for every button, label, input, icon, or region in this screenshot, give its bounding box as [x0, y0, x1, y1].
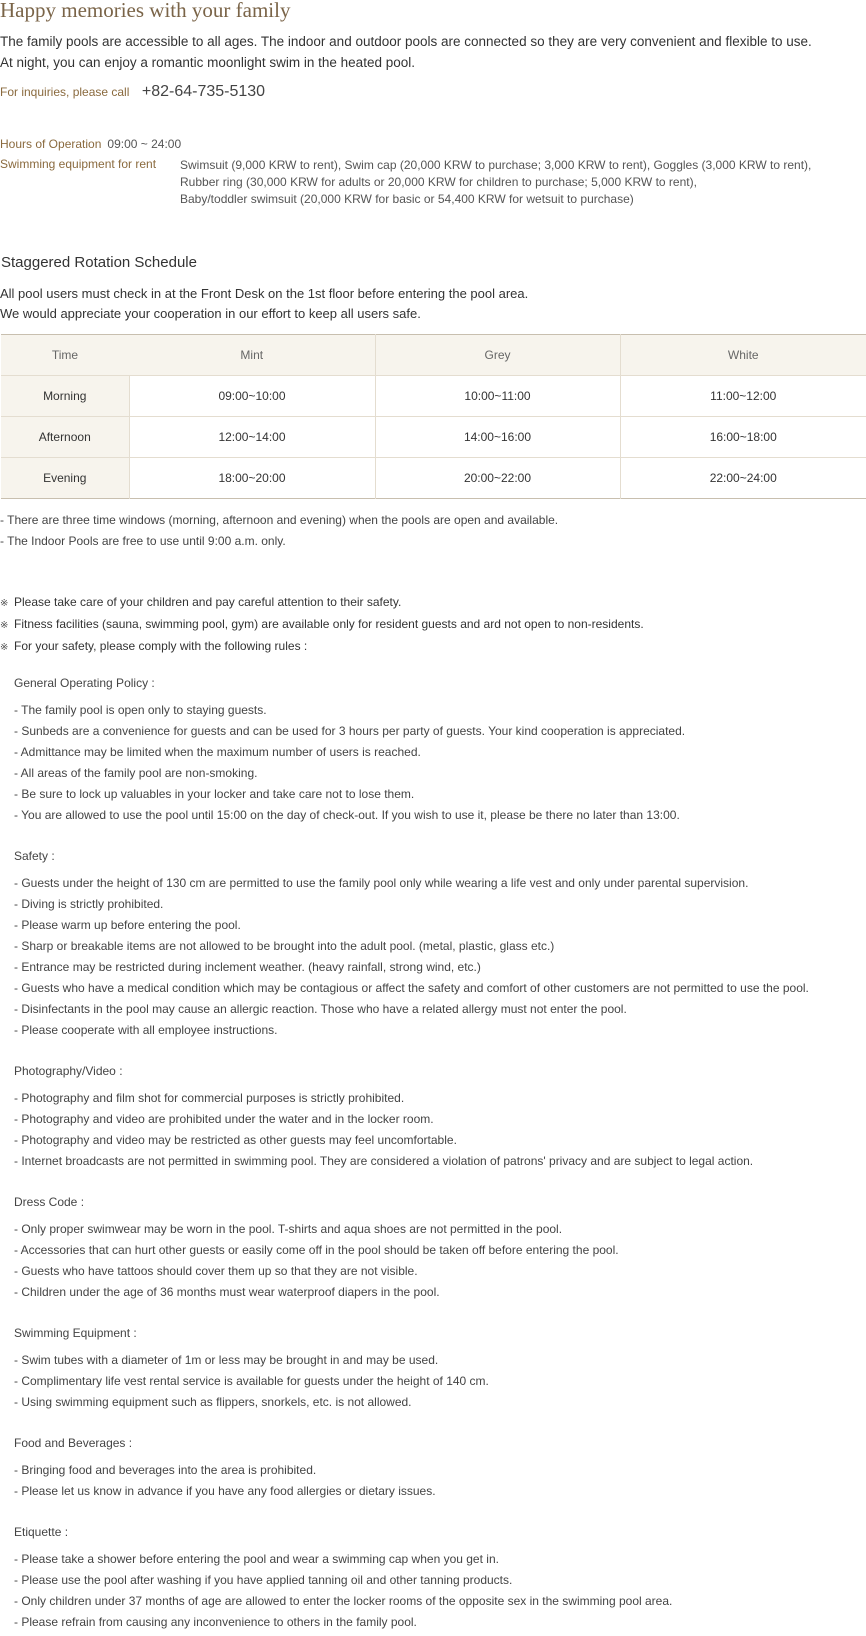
inquiry-line — [0, 83, 265, 101]
column-header: White — [620, 335, 866, 376]
notice-line: We would appreciate your cooperation in our effort to keep all users safe. — [0, 306, 421, 321]
rule-item: - Guests who have tattoos should cover them up so that they are not visible. — [14, 1264, 418, 1278]
rules-section-etiquette — [14, 1522, 672, 1633]
rules-heading: Dress Code : — [14, 1195, 85, 1209]
table-cell: 12:00~14:00 — [129, 417, 375, 458]
rule-item: - Be sure to lock up valuables in your locker and take care not to lose them. — [14, 787, 415, 801]
warning-text: Please take care of your children and pay careful attention to their safety. — [14, 595, 402, 609]
schedule-table — [1, 334, 866, 499]
warning-item — [0, 636, 644, 658]
rule-item: - Admittance may be limited when the maximum number of users is reached. — [14, 745, 421, 759]
row-label: Evening — [1, 458, 129, 499]
table-row — [1, 458, 866, 499]
rule-item: - Please use the pool after washing if you have applied tanning oil and other tanning products. — [14, 1573, 513, 1587]
warning-text: For your safety, please comply with the following rules : — [14, 639, 308, 653]
equipment-line: Rubber ring (30,000 KRW for adults or 20,000 KRW for children to purchase; 5,000 KRW to rent), — [180, 175, 697, 189]
rule-item: - Complimentary life vest rental service is available for guests under the height of 140 cm. — [14, 1374, 489, 1388]
hours-value: 09:00 ~ 24:00 — [107, 137, 182, 151]
schedule-note: - There are three time windows (morning, afternoon and evening) when the pools are open and available. — [0, 513, 559, 527]
rule-item: - Photography and film shot for commercial purposes is strictly prohibited. — [14, 1091, 405, 1105]
table-cell: 11:00~12:00 — [710, 389, 777, 403]
warning-list — [0, 592, 644, 658]
table-row — [1, 376, 866, 417]
row-label: Morning — [1, 376, 129, 417]
rule-item: - Guests who have a medical condition which may be contagious or affect the safety and comfort of other customers are not permitted to use the pool. — [14, 981, 809, 995]
table-header-row — [1, 335, 866, 376]
rule-item: - Please refrain from causing any inconvenience to others in the family pool. — [14, 1615, 417, 1629]
rule-item: - Entrance may be restricted during inclement weather. (heavy rainfall, strong wind, etc.) — [14, 960, 481, 974]
rule-item: - Photography and video may be restricted as other guests may feel uncomfortable. — [14, 1133, 457, 1147]
rule-item: - Please let us know in advance if you have any food allergies or dietary issues. — [14, 1484, 436, 1498]
rules-heading: Photography/Video : — [14, 1064, 123, 1078]
table-cell: 16:00~18:00 — [620, 417, 866, 458]
table-cell: 10:00~11:00 — [375, 376, 620, 417]
reference-mark-icon: ※ — [0, 642, 9, 653]
rule-item: - Sunbeds are a convenience for guests and can be used for 3 hours per party of guests. Your kind cooperation is appreciated. — [14, 724, 686, 738]
rule-item: - Using swimming equipment such as flippers, snorkels, etc. is not allowed. — [14, 1395, 412, 1409]
rule-item: - Photography and video are prohibited under the water and in the locker room. — [14, 1112, 434, 1126]
equipment-line: Baby/toddler swimsuit (20,000 KRW for basic or 54,400 KRW for wetsuit to purchase) — [180, 192, 634, 206]
warning-text: Fitness facilities (sauna, swimming pool, gym) are available only for resident guests and ard not open to non-residents. — [14, 617, 644, 631]
rule-item: - Sharp or breakable items are not allowed to be brought into the adult pool. (metal, plastic, glass etc.) — [14, 939, 555, 953]
column-header: Grey — [375, 335, 620, 376]
rule-item: - Swim tubes with a diameter of 1m or less may be brought in and may be used. — [14, 1353, 439, 1367]
equipment-list — [180, 157, 811, 208]
rules-section-dress-code — [14, 1192, 619, 1303]
rule-item: - Only children under 37 months of age are allowed to enter the locker rooms of the opposite sex in the swimming pool area. — [14, 1594, 673, 1608]
equipment-line: Swimsuit (9,000 KRW to rent), Swim cap (20,000 KRW to purchase; 3,000 KRW to rent), Goggles (3,000 KRW to rent), — [180, 158, 812, 172]
intro-line: At night, you can enjoy a romantic moonlight swim in the heated pool. — [0, 55, 415, 70]
table-cell: 20:00~22:00 — [375, 458, 620, 499]
page-title: Happy memories with your family — [0, 0, 291, 22]
warning-item — [0, 592, 644, 614]
hours-label: Hours of Operation — [0, 137, 102, 151]
row-label: Afternoon — [1, 417, 129, 458]
intro-line: The family pools are accessible to all ages. The indoor and outdoor pools are connected so they are very convenient and flexible to use. — [0, 34, 812, 49]
rule-item: - The family pool is open only to staying guests. — [14, 703, 267, 717]
rule-item: - Only proper swimwear may be worn in the pool. T-shirts and aqua shoes are not permitted in the pool. — [14, 1222, 563, 1236]
notice-line: All pool users must check in at the Front Desk on the 1st floor before entering the pool area. — [0, 286, 529, 301]
rule-item: - Children under the age of 36 months must wear waterproof diapers in the pool. — [14, 1285, 440, 1299]
rules-section-general — [14, 673, 685, 826]
rule-item: - Internet broadcasts are not permitted in swimming pool. They are considered a violation of patrons' privacy and are subject to legal action. — [14, 1154, 754, 1168]
rules-section-swimming-equipment — [14, 1323, 489, 1413]
rule-item: - Please cooperate with all employee instructions. — [14, 1023, 278, 1037]
rule-item: - Diving is strictly prohibited. — [14, 897, 164, 911]
schedule-notice — [0, 284, 528, 324]
inquiry-label: For inquiries, please call — [0, 85, 130, 99]
rule-item: - Accessories that can hurt other guests or easily come off in the pool should be taken off before entering the pool. — [14, 1243, 619, 1257]
rules-section-safety — [14, 846, 809, 1041]
schedule-notes — [0, 510, 558, 552]
schedule-note: - The Indoor Pools are free to use until 9:00 a.m. only. — [0, 534, 286, 548]
rules-section-photography — [14, 1061, 753, 1172]
rules-heading: Safety : — [14, 849, 55, 863]
rule-item: - Guests under the height of 130 cm are permitted to use the family pool only while wearing a life vest and only under parental supervision. — [14, 876, 749, 890]
table-cell: 09:00~10:00 — [129, 376, 375, 417]
table-cell: 18:00~20:00 — [129, 458, 375, 499]
inquiry-phone: +82-64-735-5130 — [141, 83, 266, 100]
equipment-label: Swimming equipment for rent — [0, 157, 157, 171]
reference-mark-icon: ※ — [0, 598, 9, 609]
rule-item: - All areas of the family pool are non-smoking. — [14, 766, 258, 780]
column-header: Time — [1, 335, 129, 376]
rules-heading: General Operating Policy : — [14, 676, 155, 690]
warning-item — [0, 614, 644, 636]
intro-text — [0, 31, 812, 73]
rule-item: - Please take a shower before entering the pool and wear a swimming cap when you get in. — [14, 1552, 499, 1566]
table-cell: 14:00~16:00 — [375, 417, 620, 458]
rules-heading: Swimming Equipment : — [14, 1326, 137, 1340]
hours-of-operation — [0, 137, 181, 151]
rules-heading: Etiquette : — [14, 1525, 69, 1539]
rules-section-food — [14, 1433, 436, 1502]
rules-heading: Food and Beverages : — [14, 1436, 133, 1450]
rule-item: - Please warm up before entering the pool. — [14, 918, 241, 932]
table-cell: 22:00~24:00 — [620, 458, 866, 499]
column-header: Mint — [129, 335, 375, 376]
schedule-title: Staggered Rotation Schedule — [1, 254, 197, 271]
reference-mark-icon: ※ — [0, 620, 9, 631]
rule-item: - Bringing food and beverages into the area is prohibited. — [14, 1463, 317, 1477]
table-row — [1, 417, 866, 458]
rule-item: - You are allowed to use the pool until 15:00 on the day of check-out. If you wish to use it, please be there no later than 13:00. — [14, 808, 680, 822]
rule-item: - Disinfectants in the pool may cause an allergic reaction. Those who have a related allergy must not enter the pool. — [14, 1002, 627, 1016]
